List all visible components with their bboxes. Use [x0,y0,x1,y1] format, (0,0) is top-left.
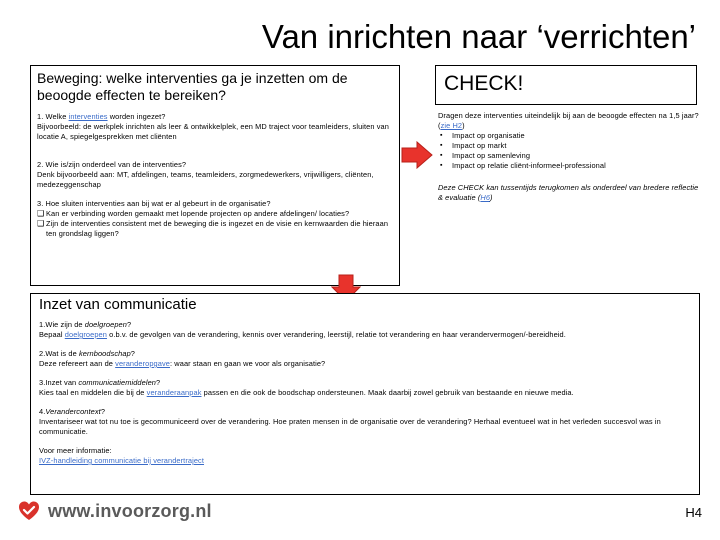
comm-q3-italic: communicatiemiddelen [78,378,157,387]
check-intro-suffix: ) [462,121,465,130]
question-1 [37,112,393,122]
comm-q4-suffix: ? [100,407,106,416]
check-foot-prefix: Deze CHECK kan tussentijds terugkomen als onderdeel van bredere reflectie & evaluatie ( [438,183,699,202]
h6-link[interactable]: H6 [480,193,491,202]
comm-q1-suffix: ? [126,320,132,329]
comm-question-3 [39,378,691,388]
comm-answer-3 [39,388,691,398]
check-foot-suffix: ) [490,193,493,202]
impact-list [438,131,700,171]
more-info-label: Voor meer informatie: [39,446,112,455]
veranderopgave-link[interactable]: veranderopgave [115,359,170,368]
communication-content [39,320,691,466]
page-number: H4 [685,505,702,520]
question-2-example: Denk bijvoorbeeld aan: MT, afdelingen, teams, teamleiders, zorgmedewerkers, vrijwilligers, cliënten, medezeggenschap [37,170,374,189]
impact-item: ▪ Impact op relatie cliënt-informeel-professional [438,161,700,171]
communication-heading: Inzet van communicatie [39,296,197,313]
doelgroepen-link[interactable]: doelgroepen [64,330,107,339]
question-1-suffix: worden ingezet? [107,112,166,121]
movement-box [30,65,400,286]
check-intro [438,111,700,131]
comm-answer-2 [39,359,691,369]
check-intro-prefix: Dragen deze interventies uiteindelijk bij aan de beoogde effecten na 1,5 jaar? ( [438,111,699,130]
comm-q1-prefix: 1.Wie zijn de [39,320,85,329]
comm-answer-1 [39,330,691,340]
comm-q3-suffix: ? [156,378,161,387]
checkbox-icon: ❑ [37,209,45,218]
comm-question-2 [39,349,691,359]
right-arrow-icon [401,141,433,169]
comm-answer-4: Inventariseer wat tot nu toe is gecommuniceerd over de verandering. Hoe praten mensen in de organisatie over de verandering? Herhaal eventueel wat in het verleden succesvol was in communicatie. [39,417,661,436]
comm-a3-suffix: passen en die ook de boodschap ondersteunen. Maak daarbij zowel gebruik van bestaande en nieuwe media. [201,388,574,397]
veranderaanpak-link[interactable]: veranderaanpak [146,388,202,397]
ivz-handleiding-link[interactable]: IVZ-handleiding communicatie bij verandertraject [39,456,205,465]
comm-q2-italic: kernboodschap [78,349,131,358]
check-box [435,65,697,105]
comm-question-1 [39,320,691,330]
checklist-item [37,219,393,239]
logo-text: www.invoorzorg.nl [48,500,212,521]
comm-a1-prefix: Bepaal [39,330,65,339]
movement-content [37,112,393,239]
question-3: 3. Hoe sluiten interventies aan bij wat er al gebeurt in de organisatie? [37,199,271,208]
page-title: Van inrichten naar ‘verrichten’ [261,18,696,55]
interventies-link[interactable]: interventies [68,112,108,121]
zie-h2-link[interactable]: zie H2 [440,121,463,130]
check-content [438,111,700,203]
comm-q4-prefix: 4. [39,407,46,416]
comm-a2-suffix: : waar staan en gaan we voor als organisatie? [169,359,326,368]
check-heading: CHECK! [444,72,524,95]
comm-a2-prefix: Deze refereert aan de [39,359,116,368]
impact-item: ▪ Impact op organisatie [438,131,700,141]
invoorzorg-logo[interactable] [18,500,212,522]
checkbox-icon: ❑ [37,219,45,228]
heart-logo-icon [18,500,40,522]
checklist-item-text: Zijn de interventies consistent met de beweging die is ingezet en de visie en kernwaarden die hieraan ten grondslag liggen? [46,219,389,238]
question-1-example: Bijvoorbeeld: de werkplek inrichten als leer & ontwikkelplek, een MD traject voor teamleiders, sluiten van locatie A, spiegelgesprekken met cliënten [37,122,389,141]
comm-q3-prefix: 3.Inzet van [39,378,79,387]
checklist-item-text: Kan er verbinding worden gemaakt met lopende projecten op andere afdelingen/ locaties? [46,209,350,218]
comm-q2-suffix: ? [130,349,136,358]
checklist-item [37,209,393,219]
impact-item: ▪ Impact op markt [438,141,700,151]
communication-box [30,293,700,495]
comm-q1-italic: doelgroepen [84,320,127,329]
impact-item: ▪ Impact op samenleving [438,151,700,161]
question-1-prefix: 1. Welke [37,112,69,121]
comm-a1-suffix: o.b.v. de gevolgen van de verandering, kennis over verandering, leerstijl, relatie tot verandering en haar verandervermogen/-bereidheid. [106,330,566,339]
comm-question-4 [39,407,691,417]
movement-heading: Beweging: welke interventies ga je inzetten om de beoogde effecten te bereiken? [37,70,348,103]
check-footnote [438,183,700,203]
comm-q2-prefix: 2.Wat is de [39,349,79,358]
more-info-link-row [39,456,691,466]
question-2: 2. Wie is/zijn onderdeel van de interventies? [37,160,187,169]
comm-a3-prefix: Kies taal en middelen die bij de [39,388,147,397]
comm-q4-italic: Verandercontext [45,407,101,416]
